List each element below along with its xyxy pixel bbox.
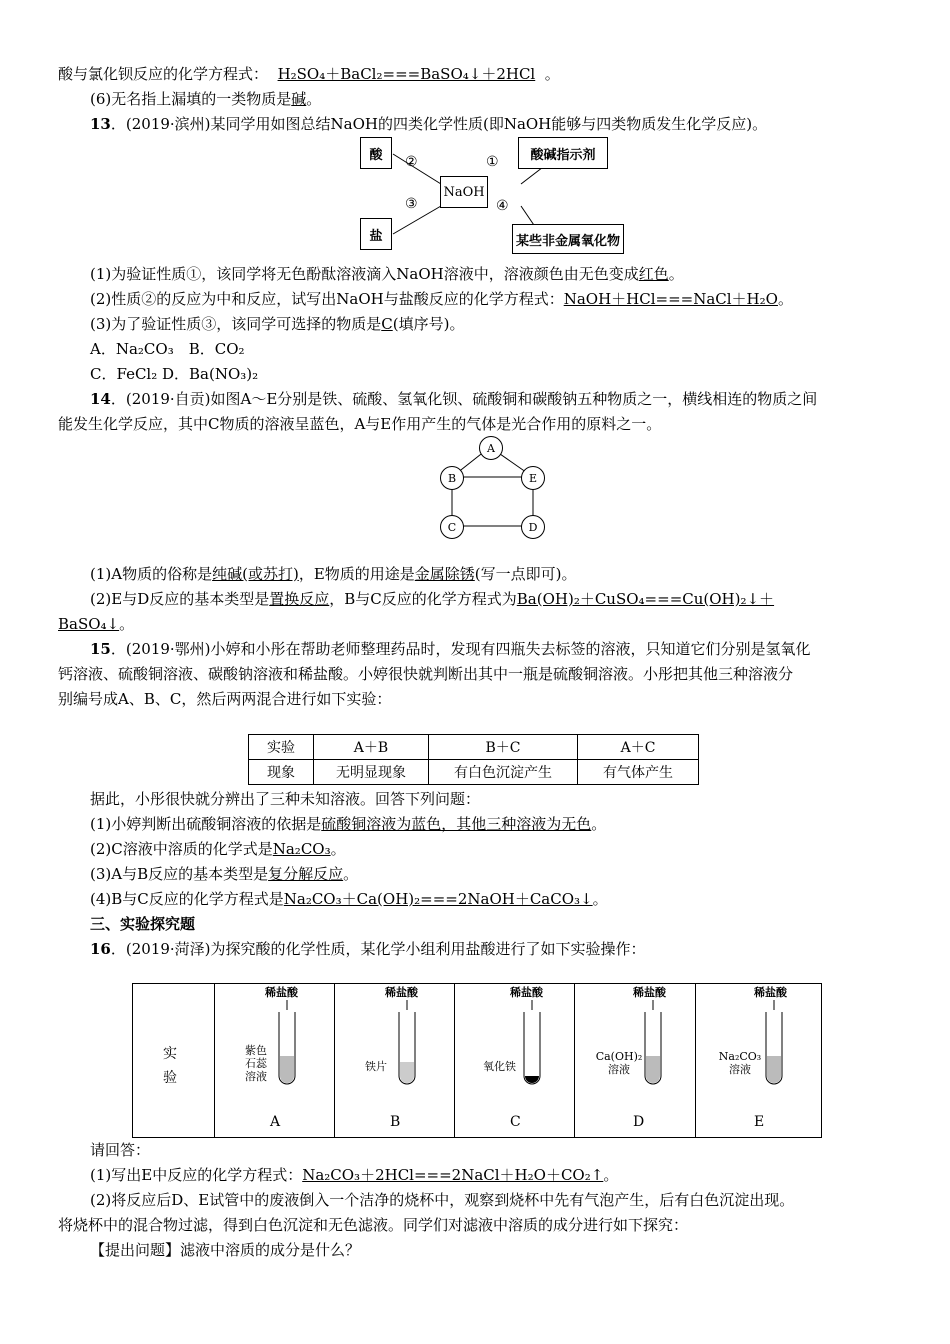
answer: 红色 xyxy=(638,265,669,283)
q15-stem-3: 别编号成A、B、C，然后两两混合进行如下实验： xyxy=(58,690,392,708)
label-1: ① xyxy=(486,154,499,170)
line-1: 酸与氯化钡反应的化学方程式： H₂SO₄＋BaCl₂===BaSO₄↓＋2HCl 。 xyxy=(58,65,560,83)
tube-d: 稀盐酸 Ca(OH)₂溶液 D xyxy=(574,984,696,1137)
answer: BaSO₄↓ xyxy=(58,615,120,633)
q16-prompt: 请回答： xyxy=(90,1141,151,1159)
answer: 纯碱(或苏打) xyxy=(212,565,299,583)
th: A＋B xyxy=(314,735,429,760)
q13-options-2: C．FeCl₂ D．Ba(NO₃)₂ xyxy=(90,365,259,383)
line-2: (6)无名指上漏填的一类物质是碱。 xyxy=(90,90,322,108)
q15-stem: 15．(2019·鄂州)小婷和小彤在帮助老师整理药品时，发现有四瓶失去标签的溶液，只知道它们分别是氢氧化 xyxy=(90,640,811,658)
label-4: ④ xyxy=(496,198,509,214)
td: 有气体产生 xyxy=(578,760,699,785)
tube-c: 稀盐酸 氧化铁 C xyxy=(454,984,575,1137)
th: B＋C xyxy=(429,735,578,760)
q13-2: (2)性质②的反应为中和反应，试写出NaOH与盐酸反应的化学方程式：NaOH＋HCl===NaCl＋H₂O。 xyxy=(90,290,793,308)
th: A＋C xyxy=(578,735,699,760)
answer: 复分解反应 xyxy=(268,865,344,883)
q15-stem-2: 钙溶液、硫酸铜溶液、碳酸钠溶液和稀盐酸。小婷很快就判断出其中一瓶是硫酸铜溶液。小彤把其他三种溶液分 xyxy=(58,665,794,683)
th: 实验 xyxy=(249,735,314,760)
q14-2: (2)E与D反应的基本类型是置换反应，B与C反应的化学方程式为Ba(OH)₂＋CuSO₄===Cu(OH)₂↓＋ xyxy=(90,590,775,608)
tube-a: 稀盐酸 紫色石蕊溶液 A xyxy=(214,984,335,1137)
q15-4: (4)B与C反应的化学方程式是Na₂CO₃＋Ca(OH)₂===2NaOH＋CaCO₃↓。 xyxy=(90,890,608,908)
answer: 置换反应 xyxy=(269,590,330,608)
label-2: ② xyxy=(405,154,418,170)
answer: Na₂CO₃＋2HCl===2NaCl＋H₂O＋CO₂↑ xyxy=(302,1166,604,1184)
label-3: ③ xyxy=(405,196,418,212)
q16-1: (1)写出E中反应的化学方程式：Na₂CO₃＋2HCl===2NaCl＋H₂O＋CO₂↑。 xyxy=(90,1166,619,1184)
tube-b: 稀盐酸 铁片 B xyxy=(334,984,455,1137)
td: 无明显现象 xyxy=(314,760,429,785)
q15-2: (2)C溶液中溶质的化学式是Na₂CO₃。 xyxy=(90,840,346,858)
q13-1: (1)为验证性质①，该同学将无色酚酞溶液滴入NaOH溶液中，溶液颜色由无色变成红色。 xyxy=(90,265,684,283)
fig-label: 实 验 xyxy=(163,1046,177,1086)
tube-icon xyxy=(641,1000,671,1090)
q16-2: (2)将反应后D、E试管中的废液倒入一个洁净的烧杯中，观察到烧杯中先有气泡产生，后有白色沉淀出现。 xyxy=(90,1191,795,1209)
q16-question: 【提出问题】滤液中溶质的成分是什么？ xyxy=(90,1241,361,1259)
answer: 金属除锈 xyxy=(414,565,475,583)
q15-summary: 据此，小彤很快就分辨出了三种未知溶液。回答下列问题： xyxy=(90,790,481,808)
answer: NaOH＋HCl===NaCl＋H₂O xyxy=(563,290,778,308)
answer: Na₂CO₃＋Ca(OH)₂===2NaOH＋CaCO₃↓ xyxy=(283,890,593,908)
td: 有白色沉淀产生 xyxy=(429,760,578,785)
box-acid: 酸 xyxy=(360,137,392,169)
node-a: A xyxy=(479,436,503,460)
tube-icon xyxy=(395,1000,425,1090)
experiment-table xyxy=(248,734,699,785)
tube-e: 稀盐酸 Na₂CO₃溶液 E xyxy=(695,984,821,1137)
answer: Na₂CO₃ xyxy=(272,840,331,858)
answer: H₂SO₄＋BaCl₂===BaSO₄↓＋2HCl xyxy=(277,65,536,83)
q15-3: (3)A与B反应的基本类型是复分解反应。 xyxy=(90,865,359,883)
node-d: D xyxy=(521,515,545,539)
box-indicator: 酸碱指示剂 xyxy=(518,137,608,169)
q13-stem: 13．(2019·滨州)某同学用如图总结NaOH的四类化学性质(即NaOH能够与四类物质发生化学反应)。 xyxy=(90,115,768,133)
answer: C xyxy=(381,315,393,333)
q16-2b: 将烧杯中的混合物过滤，得到白色沉淀和无色滤液。同学们对滤液中溶质的成分进行如下探究： xyxy=(58,1216,689,1234)
q14-stem-2: 能发生化学反应，其中C物质的溶液呈蓝色，A与E作用产生的气体是光合作用的原料之一。 xyxy=(58,415,662,433)
td: 现象 xyxy=(249,760,314,785)
answer: 硫酸铜溶液为蓝色，其他三种溶液为无色 xyxy=(321,815,592,833)
q13-options-1: A．Na₂CO₃ B．CO₂ xyxy=(90,340,245,358)
tube-icon xyxy=(275,1000,305,1090)
q13-3: (3)为了验证性质③，该同学可选择的物质是C(填序号)。 xyxy=(90,315,465,333)
q14-1: (1)A物质的俗称是纯碱(或苏打)，E物质的用途是金属除锈(写一点即可)。 xyxy=(90,565,577,583)
q14-stem: 14．(2019·自贡)如图A～E分别是铁、硫酸、氢氧化钡、硫酸铜和碳酸钠五种物质之一，横线相连的物质之间 xyxy=(90,390,818,408)
box-naoh: NaOH xyxy=(440,176,488,208)
box-salt: 盐 xyxy=(360,218,392,250)
answer: Ba(OH)₂＋CuSO₄===Cu(OH)₂↓＋ xyxy=(516,590,775,608)
q14-2b: BaSO₄↓。 xyxy=(58,615,135,633)
q16-stem: 16．(2019·菏泽)为探究酸的化学性质，某化学小组利用盐酸进行了如下实验操作： xyxy=(90,940,646,958)
node-e: E xyxy=(521,466,545,490)
box-oxide: 某些非金属氧化物 xyxy=(512,224,624,254)
node-b: B xyxy=(440,466,464,490)
q15-1: (1)小婷判断出硫酸铜溶液的依据是硫酸铜溶液为蓝色，其他三种溶液为无色。 xyxy=(90,815,607,833)
answer: 碱 xyxy=(291,90,307,108)
section-3: 三、实验探究题 xyxy=(90,915,196,933)
tube-icon xyxy=(520,1000,550,1090)
tube-icon xyxy=(762,1000,792,1090)
experiment-figure xyxy=(132,983,822,1138)
node-c: C xyxy=(440,515,464,539)
